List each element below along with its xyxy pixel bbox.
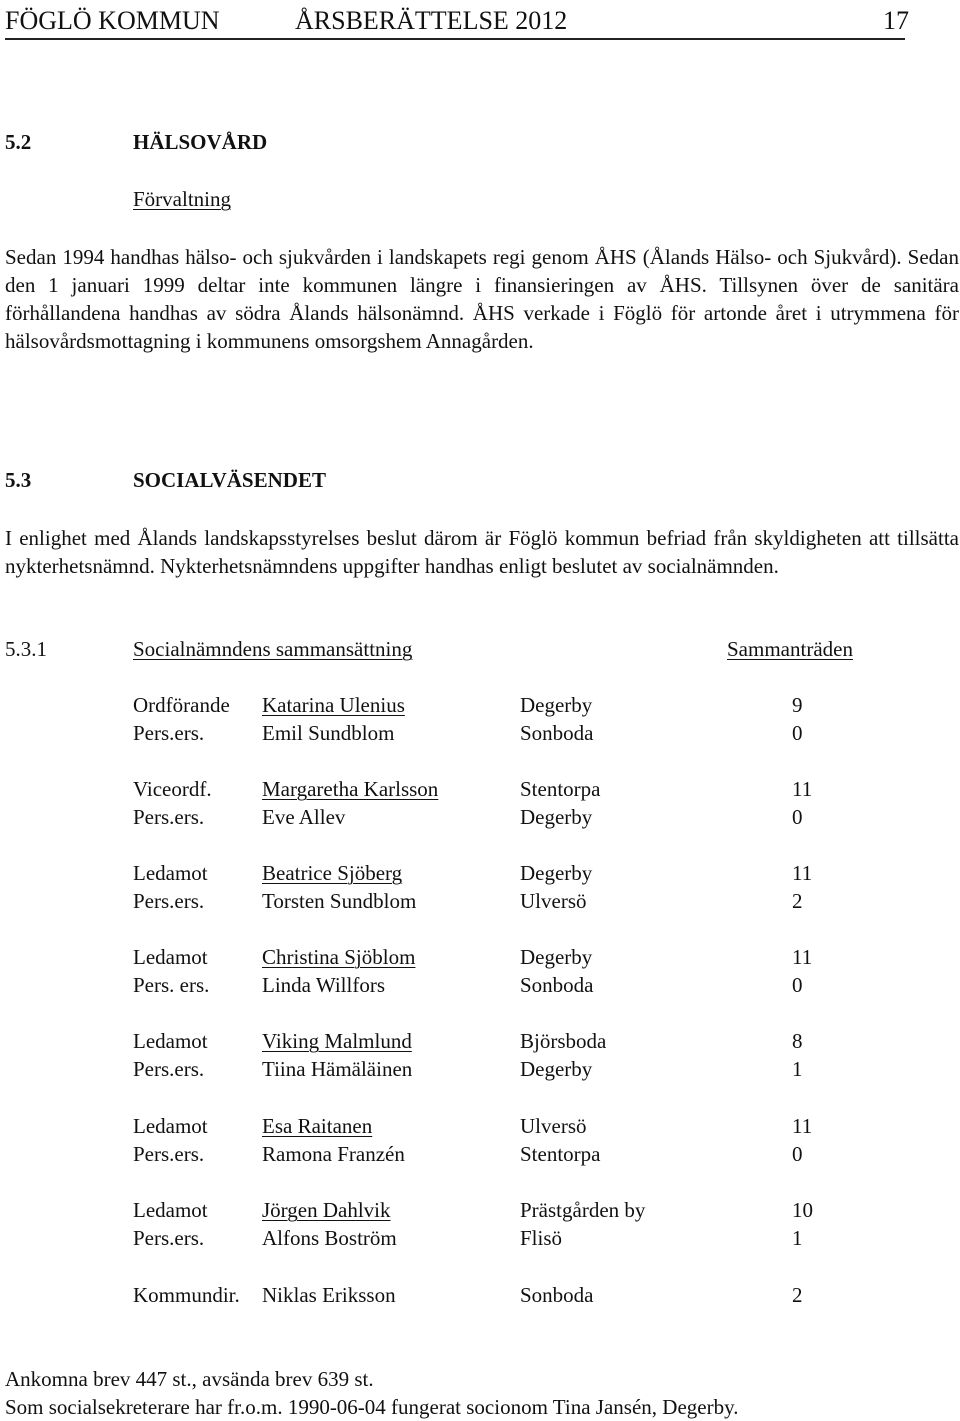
member-name: Alfons Boström — [262, 1226, 397, 1250]
member-meetings: 2 — [792, 1283, 803, 1307]
member-meetings: 11 — [792, 1114, 813, 1138]
member-name: Ramona Franzén — [262, 1142, 405, 1166]
header-report-title: ÅRSBERÄTTELSE 2012 — [295, 6, 568, 35]
member-meetings: 11 — [792, 861, 813, 885]
member-role: Ledamot — [133, 945, 208, 969]
member-name: Tiina Hämäläinen — [262, 1057, 413, 1081]
member-village: Degerby — [520, 693, 593, 717]
member-name: Eve Allev — [262, 805, 346, 829]
member-meetings: 11 — [792, 777, 813, 801]
section-number-5-3: 5.3 — [5, 468, 32, 492]
member-meetings: 11 — [792, 945, 813, 969]
section-title-socialvasendet: SOCIALVÄSENDET — [133, 468, 326, 492]
member-village: Sonboda — [520, 721, 594, 745]
section-number-5-2: 5.2 — [5, 130, 32, 154]
member-meetings: 1 — [792, 1057, 803, 1081]
member-village: Flisö — [520, 1226, 563, 1250]
member-name: Linda Willfors — [262, 973, 385, 997]
member-role: Pers. ers. — [133, 973, 210, 997]
header-municipality: FÖGLÖ KOMMUN — [5, 6, 220, 35]
member-name: Torsten Sundblom — [262, 889, 417, 913]
member-meetings: 0 — [792, 973, 803, 997]
member-meetings: 0 — [792, 805, 803, 829]
member-role: Pers.ers. — [133, 1226, 205, 1250]
member-village: Sonboda — [520, 973, 594, 997]
member-village: Ulversö — [520, 889, 587, 913]
member-village: Degerby — [520, 805, 593, 829]
member-role: Viceordf. — [133, 777, 212, 801]
member-name: Emil Sundblom — [262, 721, 395, 745]
page-header — [5, 4, 909, 40]
member-meetings: 0 — [792, 1142, 803, 1166]
member-role: Pers.ers. — [133, 889, 205, 913]
member-role: Pers.ers. — [133, 721, 205, 745]
member-name: Christina Sjöblom — [262, 945, 416, 969]
member-role: Ordförande — [133, 693, 230, 717]
member-name: Niklas Eriksson — [262, 1283, 396, 1307]
member-role: Ledamot — [133, 1198, 208, 1222]
member-village: Stentorpa — [520, 777, 601, 801]
member-village: Degerby — [520, 1057, 593, 1081]
paragraph-socialvasendet: I enlighet med Ålands landskapsstyrelses beslut därom är Föglö kommun befriad från skyldigheten att tillsätta nykterhetsnämnd. Nykterhetsnämndens uppgifter handhas enligt beslutet av socialnämnden. — [5, 526, 959, 578]
member-village: Sonboda — [520, 1283, 594, 1307]
member-village: Stentorpa — [520, 1142, 601, 1166]
member-role: Pers.ers. — [133, 1057, 205, 1081]
member-role: Ledamot — [133, 1029, 208, 1053]
member-name: Jörgen Dahlvik — [262, 1198, 391, 1222]
member-role: Kommundir. — [133, 1283, 240, 1307]
member-village: Prästgården by — [520, 1198, 646, 1222]
member-name: Beatrice Sjöberg — [262, 861, 403, 885]
member-meetings: 8 — [792, 1029, 803, 1053]
member-meetings: 2 — [792, 889, 803, 913]
section-number-5-3-1: 5.3.1 — [5, 637, 47, 661]
section-title-halsovard: HÄLSOVÅRD — [133, 130, 268, 154]
member-name: Katarina Ulenius — [262, 693, 405, 717]
member-role: Ledamot — [133, 861, 208, 885]
mail-statistics: Ankomna brev 447 st., avsända brev 639 st. — [5, 1367, 374, 1391]
social-secretary-note: Som socialsekreterare har fr.o.m. 1990-06-04 fungerat socionom Tina Jansén, Degerby. — [5, 1395, 739, 1419]
member-role: Pers.ers. — [133, 1142, 205, 1166]
column-heading-sammantraden: Sammanträden — [727, 637, 853, 661]
member-village: Björsboda — [520, 1029, 607, 1053]
subheading-forvaltning: Förvaltning — [133, 187, 231, 211]
section-title-sammansattning: Socialnämndens sammansättning — [133, 637, 413, 661]
header-page-number: 17 — [883, 6, 909, 35]
member-meetings: 1 — [792, 1226, 803, 1250]
member-name: Viking Malmlund — [262, 1029, 412, 1053]
member-village: Ulversö — [520, 1114, 587, 1138]
member-role: Ledamot — [133, 1114, 208, 1138]
member-name: Esa Raitanen — [262, 1114, 373, 1138]
paragraph-halsovard: Sedan 1994 handhas hälso- och sjukvården i landskapets regi genom ÅHS (Ålands Hälso- och Sjukvård). Sedan den 1 januari 1999 deltar inte kommunen längre i finansieringen av ÅHS. Tillsynen över de sanitära förhållandena handhas av södra Ålands hälsonämnd. ÅHS verkade i Föglö för artonde året i utrymmena för hälsovårdsmottagning i kommunens omsorgshem Annagården. — [5, 245, 959, 353]
member-meetings: 10 — [792, 1198, 813, 1222]
member-meetings: 0 — [792, 721, 803, 745]
member-meetings: 9 — [792, 693, 803, 717]
member-village: Degerby — [520, 861, 593, 885]
member-village: Degerby — [520, 945, 593, 969]
member-role: Pers.ers. — [133, 805, 205, 829]
member-name: Margaretha Karlsson — [262, 777, 439, 801]
